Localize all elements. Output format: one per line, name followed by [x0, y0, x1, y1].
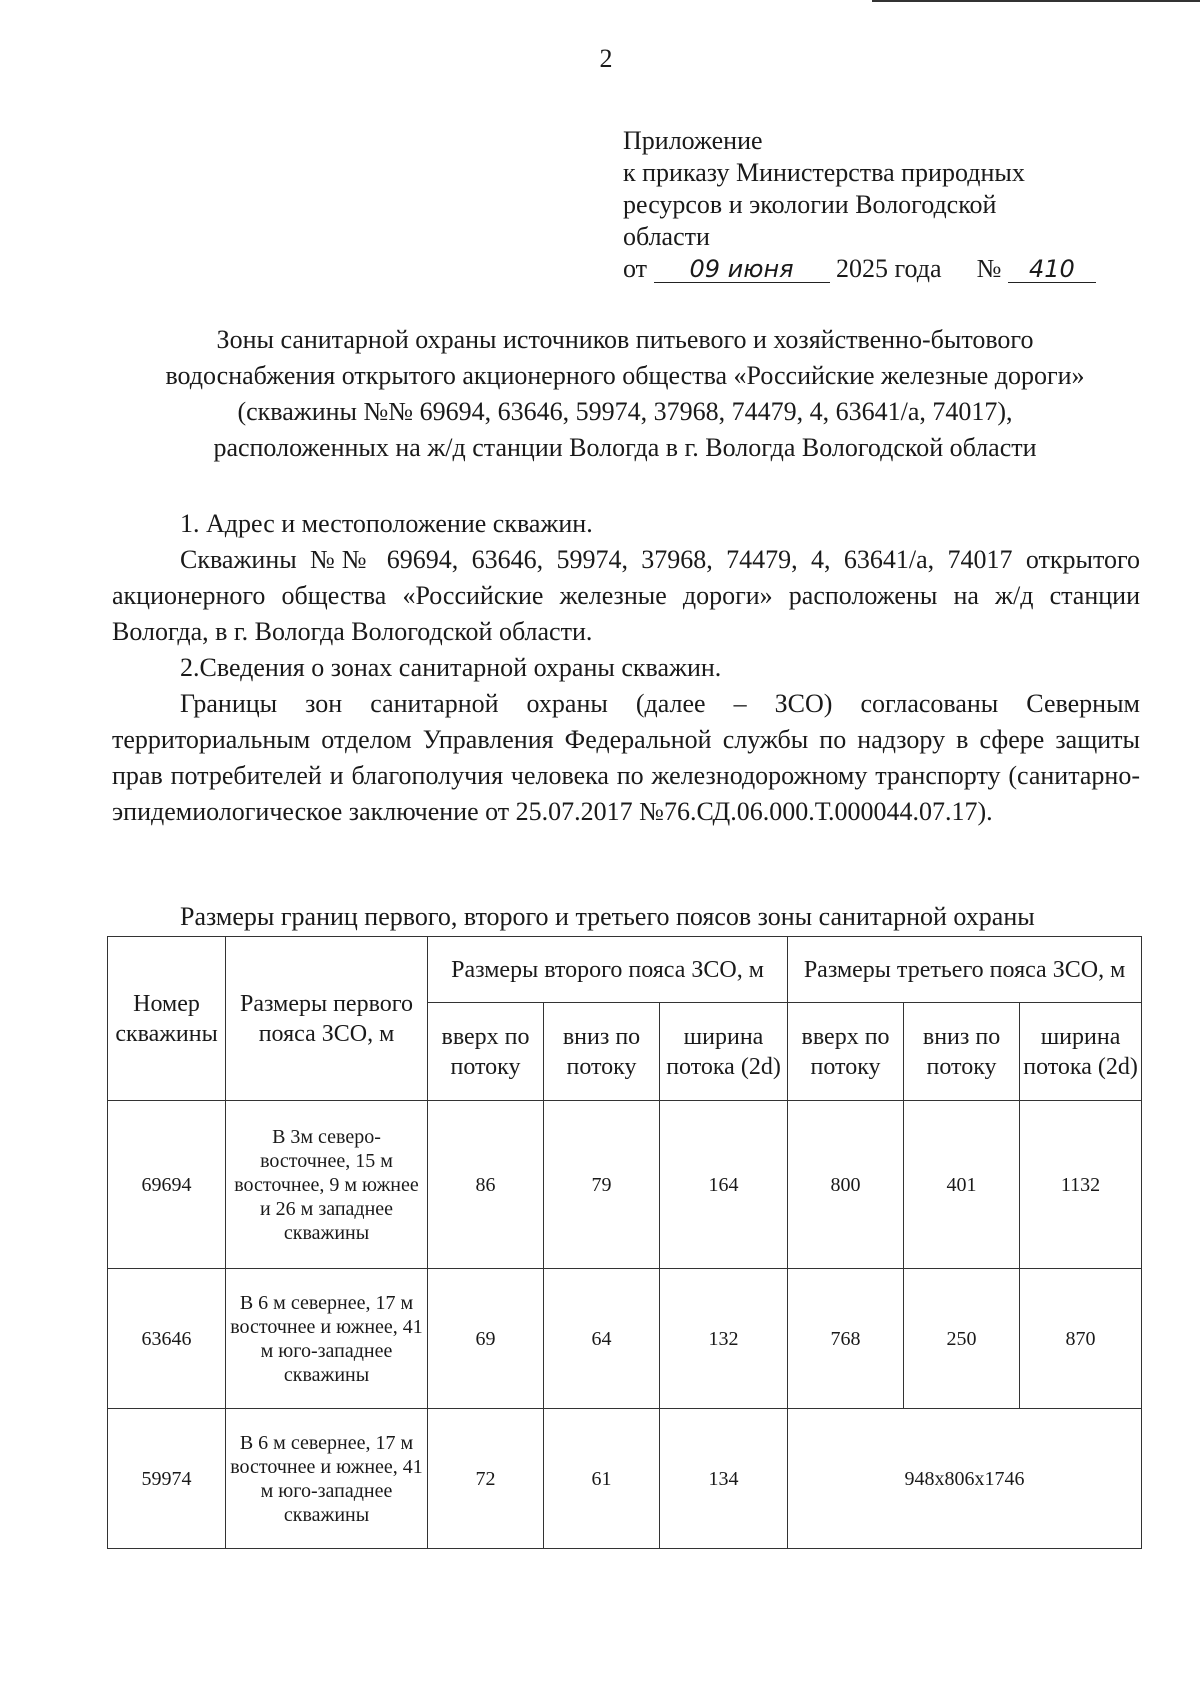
header-second-upstream: вверх по потоку — [428, 1003, 544, 1101]
title-line-1: Зоны санитарной охраны источников питьевого и хозяйственно-бытового — [216, 325, 1034, 354]
cell-well-number: 59974 — [108, 1409, 226, 1549]
from-label: от — [623, 254, 648, 283]
document-body — [112, 506, 1140, 830]
year-text: 2025 года — [836, 254, 942, 283]
header-third-downstream: вниз по потоку — [904, 1003, 1020, 1101]
cell-well-number: 63646 — [108, 1269, 226, 1409]
header-well-number: Номер скважины — [108, 937, 226, 1101]
cell-first-belt: В 3м северо-восточнее, 15 м восточнее, 9 м южнее и 26 м западнее скважины — [226, 1101, 428, 1269]
table-row — [108, 1101, 1142, 1269]
section-1-text: Скважины №№ 69694, 63646, 59974, 37968, 74479, 4, 63641/а, 74017 открытого акционерного общества «Российские железные дороги» расположены на ж/д станции Вологда, в г. Вологда Вологодской области. — [112, 545, 1140, 646]
header-third-belt: Размеры третьего пояса ЗСО, м — [788, 937, 1142, 1003]
title-line-2: водоснабжения открытого акционерного общества «Российские железные дороги» — [165, 361, 1085, 390]
section-1-heading: 1. Адрес и местоположение скважин. — [180, 509, 593, 538]
header-first-belt: Размеры первого пояса ЗСО, м — [226, 937, 428, 1101]
handwritten-date: 09 июня — [654, 256, 830, 283]
cell-third-downstream: 250 — [904, 1269, 1020, 1409]
cell-second-upstream: 86 — [428, 1101, 544, 1269]
cell-second-flow-width: 134 — [660, 1409, 788, 1549]
table-row — [108, 1409, 1142, 1549]
title-line-3: (скважины №№ 69694, 63646, 59974, 37968, 74479, 4, 63641/а, 74017), — [237, 397, 1013, 426]
cell-third-downstream: 401 — [904, 1101, 1020, 1269]
appendix-block — [623, 125, 1096, 285]
cell-third-upstream: 768 — [788, 1269, 904, 1409]
table-caption: Размеры границ первого, второго и третьего поясов зоны санитарной охраны — [180, 902, 1035, 931]
zso-table — [107, 936, 1142, 1549]
header-third-upstream: вверх по потоку — [788, 1003, 904, 1101]
top-border-line — [872, 0, 1200, 2]
cell-second-flow-width: 132 — [660, 1269, 788, 1409]
header-third-flow-width: ширина потока (2d) — [1020, 1003, 1142, 1101]
cell-third-flow-width: 1132 — [1020, 1101, 1142, 1269]
cell-well-number: 69694 — [108, 1101, 226, 1269]
document-title — [100, 322, 1150, 466]
appendix-line-1: Приложение — [623, 126, 763, 155]
cell-third-belt-merged: 948х806х1746 — [788, 1409, 1142, 1549]
cell-first-belt: В 6 м севернее, 17 м восточнее и южнее, 41 м юго-западнее скважины — [226, 1409, 428, 1549]
cell-second-upstream: 69 — [428, 1269, 544, 1409]
cell-second-downstream: 61 — [544, 1409, 660, 1549]
table-row — [108, 1269, 1142, 1409]
appendix-line-2: к приказу Министерства природных — [623, 158, 1025, 187]
section-2-text: Границы зон санитарной охраны (далее – ЗСО) согласованы Северным территориальным отделом Управления Федеральной службы по надзору в сфере защиты прав потребителей и благополучия человека по железнодорожному транспорту (санитарно-эпидемиологическое заключение от 25.07.2017 №76.СД.06.000.Т.000044.07.17). — [112, 689, 1140, 826]
cell-second-flow-width: 164 — [660, 1101, 788, 1269]
page-number: 2 — [599, 44, 613, 73]
title-line-4: расположенных на ж/д станции Вологда в г. Вологда Вологодской области — [213, 433, 1037, 462]
cell-second-downstream: 79 — [544, 1101, 660, 1269]
header-second-flow-width: ширина потока (2d) — [660, 1003, 788, 1101]
appendix-line-4: области — [623, 222, 710, 251]
header-second-belt: Размеры второго пояса ЗСО, м — [428, 937, 788, 1003]
appendix-date-line — [623, 253, 1096, 285]
cell-third-flow-width: 870 — [1020, 1269, 1142, 1409]
cell-first-belt: В 6 м севернее, 17 м восточнее и южнее, 41 м юго-западнее скважины — [226, 1269, 428, 1409]
number-sign: № — [976, 254, 1002, 283]
appendix-line-3: ресурсов и экологии Вологодской — [623, 190, 997, 219]
cell-third-upstream: 800 — [788, 1101, 904, 1269]
cell-second-downstream: 64 — [544, 1269, 660, 1409]
cell-second-upstream: 72 — [428, 1409, 544, 1549]
handwritten-number: 410 — [1008, 256, 1096, 283]
section-2-heading: 2.Сведения о зонах санитарной охраны скважин. — [180, 653, 722, 682]
header-second-downstream: вниз по потоку — [544, 1003, 660, 1101]
